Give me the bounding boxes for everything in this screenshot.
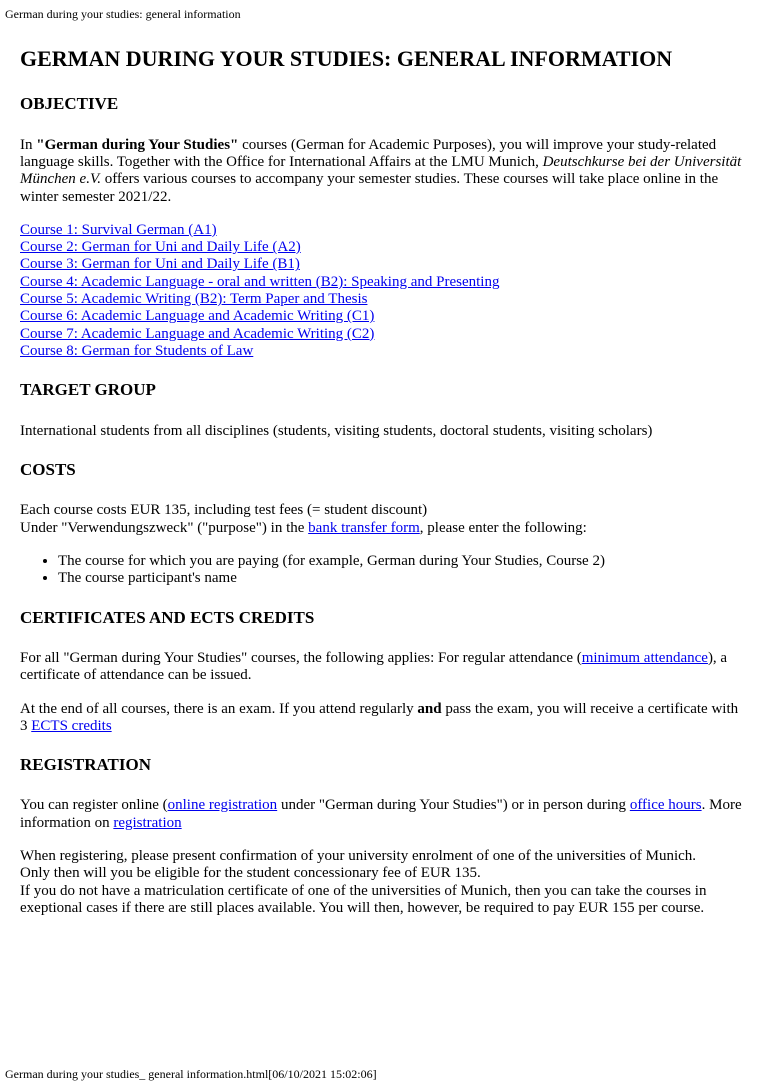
running-header: German during your studies: general information <box>5 7 241 21</box>
heading-target-group: TARGET GROUP <box>20 380 156 400</box>
course-link-list <box>20 222 746 360</box>
objective-intro-pre: In <box>20 136 37 153</box>
objective-intro-italic: Deutschkurse bei der Universität München e.V. <box>20 153 742 188</box>
objective-intro-bold: "German during Your Studies" <box>36 136 239 153</box>
online-registration-link[interactable]: online registration <box>167 797 278 814</box>
office-hours-link[interactable]: office hours <box>629 797 702 814</box>
objective-intro-post: offers various courses to accompany your semester studies. These courses will take place online in the winter semester 2021/22. <box>20 171 719 205</box>
course-4-link[interactable]: Course 4: Academic Language - oral and written (B2): Speaking and Presenting <box>20 273 500 290</box>
registration-p2-line3: If you do not have a matriculation certificate of one of the universities of Munich, then you can take the courses in exeptional cases if there are still places available. You will then, however, be required to pay EUR 155 per course. <box>20 882 707 916</box>
course-7-link[interactable]: Course 7: Academic Language and Academic Writing (C2) <box>20 325 375 342</box>
costs-line2-post: , please enter the following: <box>419 519 587 536</box>
course-5-link[interactable]: Course 5: Academic Writing (B2): Term Paper and Thesis <box>20 291 368 308</box>
registration-p2-line2: Only then will you be eligible for the student concessionary fee of EUR 135. <box>20 865 481 882</box>
certificates-p1-post: ), a certificate of attendance can be issued. <box>20 649 728 684</box>
course-3-link[interactable]: Course 3: German for Uni and Daily Life (B1) <box>20 256 300 273</box>
costs-line1: Each course costs EUR 135, including test fees (= student discount) <box>20 502 428 519</box>
heading-costs: COSTS <box>20 459 76 479</box>
running-footer: German during your studies_ general information.html[06/10/2021 15:02:06] <box>5 1067 377 1081</box>
document-content <box>20 0 746 933</box>
heading-registration: REGISTRATION <box>20 755 151 775</box>
course-8-link[interactable]: Course 8: German for Students of Law <box>20 342 254 359</box>
target-group-paragraph: International students from all disciplines (students, visiting students, doctoral students, visiting scholars) <box>20 422 653 439</box>
bank-transfer-form-link[interactable]: bank transfer form <box>308 519 420 536</box>
heading-certificates: CERTIFICATES AND ECTS CREDITS <box>20 607 315 627</box>
heading-objective: OBJECTIVE <box>20 94 119 114</box>
certificates-paragraph-1 <box>20 650 746 685</box>
costs-line2-pre: Under "Verwendungszweck" ("purpose") in the <box>20 519 309 536</box>
minimum-attendance-link[interactable]: minimum attendance <box>581 649 708 666</box>
certificates-p2-bold: and <box>417 700 442 717</box>
registration-p1-mid1: under "German during Your Studies") or in person during <box>277 797 630 814</box>
registration-p2-line1: When registering, please present confirmation of your university enrolment of one of the universities of Munich. <box>20 848 697 865</box>
course-2-link[interactable]: Course 2: German for Uni and Daily Life (A2) <box>20 239 301 256</box>
registration-p1-mid2: . More information on <box>20 797 742 831</box>
certificates-p1-pre: For all "German during Your Studies" courses, the following applies: For regular attendance ( <box>20 649 582 666</box>
certificates-p2-mid: pass the exam, you will receive a certificate with 3 <box>20 700 739 734</box>
registration-paragraph-1 <box>20 797 746 832</box>
objective-intro-mid: courses (German for Academic Purposes), you will improve your study-related language skills. Together with the Office for International Affairs at the LMU Munich, <box>20 136 717 170</box>
costs-paragraph <box>20 502 746 537</box>
registration-p1-pre: You can register online ( <box>20 797 168 814</box>
page-title: GERMAN DURING YOUR STUDIES: GENERAL INFORMATION <box>20 46 673 71</box>
course-6-link[interactable]: Course 6: Academic Language and Academic Writing (C1) <box>20 308 375 325</box>
costs-bullet-list <box>20 553 746 588</box>
objective-intro-paragraph <box>20 137 746 206</box>
ects-credits-link[interactable]: ECTS credits <box>31 717 112 734</box>
registration-link[interactable]: registration <box>113 814 182 831</box>
course-1-link[interactable]: Course 1: Survival German (A1) <box>20 221 217 238</box>
certificates-p2-pre: At the end of all courses, there is an exam. If you attend regularly <box>20 700 418 717</box>
list-item: • The course for which you are paying (for example, German during Your Studies, Course 2) <box>58 553 746 570</box>
certificates-paragraph-2 <box>20 701 746 736</box>
list-item: • The course participant's name <box>58 570 746 587</box>
registration-paragraph-2 <box>20 848 746 917</box>
